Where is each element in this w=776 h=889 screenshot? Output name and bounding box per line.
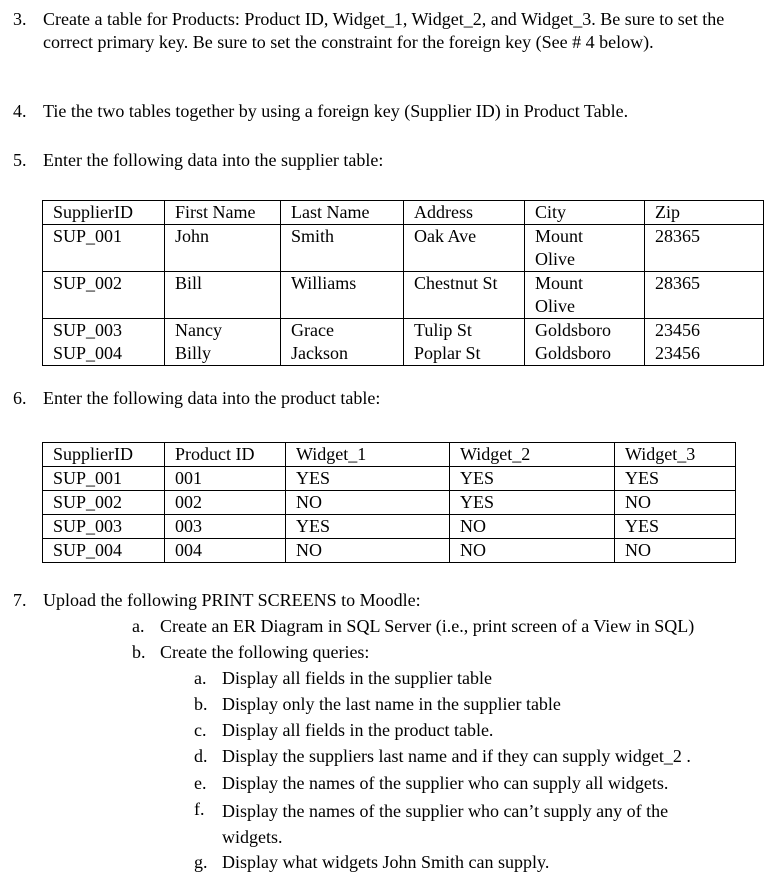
table-cell: 002	[165, 491, 286, 515]
instruction-text: Upload the following PRINT SCREENS to Moodle:	[43, 590, 421, 610]
instruction-text: Tie the two tables together by using a foreign key (Supplier ID) in Product Table.	[43, 101, 629, 121]
table-cell: Poplar St	[404, 342, 525, 366]
table-cell: NO	[286, 539, 450, 563]
table-cell: Jackson	[281, 342, 404, 366]
query-text: Display what widgets John Smith can supply.	[222, 852, 550, 872]
table-cell: 004	[165, 539, 286, 563]
instruction-text: Create a table for Products: Product ID, Widget_1, Widget_2, and Widget_3. Be sure to set the correct primary key. Be sure to set the constraint for the foreign key (See # 4 below).	[43, 9, 725, 52]
table-row	[43, 225, 764, 272]
table-cell: NO	[450, 539, 615, 563]
table-cell: Mount Olive	[525, 272, 645, 319]
table-cell: 23456	[645, 342, 764, 366]
table-cell: Bill	[165, 272, 281, 319]
table-cell: 28365	[645, 225, 764, 272]
query-label: d.	[194, 746, 208, 766]
table-header-cell: Widget_1	[286, 443, 450, 467]
table-header-cell: SupplierID	[43, 443, 165, 467]
table-cell: Oak Ave	[404, 225, 525, 272]
instruction-number: 6.	[13, 388, 27, 408]
table-cell: Billy	[165, 342, 281, 366]
query-label: b.	[194, 694, 208, 714]
table-cell: 23456	[645, 319, 764, 343]
product-data-table	[42, 442, 736, 563]
table-cell: Goldsboro	[525, 319, 645, 343]
table-cell: YES	[286, 515, 450, 539]
table-cell: Tulip St	[404, 319, 525, 343]
table-header-cell: Last Name	[281, 201, 404, 225]
table-cell: Mount Olive	[525, 225, 645, 272]
query-text: Display all fields in the product table.	[222, 720, 494, 740]
table-row	[43, 539, 736, 563]
table-row	[43, 272, 764, 319]
query-label: f.	[194, 799, 205, 819]
instruction-text: Enter the following data into the product table:	[43, 388, 381, 408]
instruction-text: Enter the following data into the supplier table:	[43, 150, 384, 170]
sub-item-label: b.	[132, 642, 146, 662]
table-cell: Goldsboro	[525, 342, 645, 366]
query-label: g.	[194, 852, 208, 872]
table-cell: Chestnut St	[404, 272, 525, 319]
query-label: a.	[194, 668, 207, 688]
table-cell: NO	[615, 539, 736, 563]
table-cell: SUP_001	[43, 467, 165, 491]
table-cell: SUP_003	[43, 319, 165, 343]
table-cell: NO	[615, 491, 736, 515]
sub-item-text: Create an ER Diagram in SQL Server (i.e., print screen of a View in SQL)	[160, 616, 695, 636]
table-cell: Williams	[281, 272, 404, 319]
table-header-cell: City	[525, 201, 645, 225]
table-header-cell: SupplierID	[43, 201, 165, 225]
table-cell: Smith	[281, 225, 404, 272]
table-row	[43, 342, 764, 366]
query-text: Display the names of the supplier who can’t supply any of the widgets.	[222, 801, 669, 847]
table-cell: SUP_002	[43, 491, 165, 515]
table-cell: Nancy	[165, 319, 281, 343]
sub-item-label: a.	[132, 616, 145, 636]
table-cell: SUP_003	[43, 515, 165, 539]
table-header-cell: Zip	[645, 201, 764, 225]
table-cell: YES	[450, 491, 615, 515]
table-header-cell: Widget_2	[450, 443, 615, 467]
table-cell: YES	[615, 467, 736, 491]
table-row	[43, 491, 736, 515]
table-header-row	[43, 201, 764, 225]
table-cell: John	[165, 225, 281, 272]
query-text: Display the names of the supplier who can supply all widgets.	[222, 773, 669, 793]
query-text: Display the suppliers last name and if they can supply widget_2 .	[222, 746, 691, 766]
table-row	[43, 467, 736, 491]
table-header-cell: First Name	[165, 201, 281, 225]
table-cell: Grace	[281, 319, 404, 343]
instruction-number: 7.	[13, 590, 27, 610]
table-cell: 003	[165, 515, 286, 539]
table-cell: 28365	[645, 272, 764, 319]
table-cell: NO	[450, 515, 615, 539]
instruction-number: 4.	[13, 101, 27, 121]
table-cell: SUP_004	[43, 342, 165, 366]
table-cell: SUP_004	[43, 539, 165, 563]
query-text: Display only the last name in the supplier table	[222, 694, 561, 714]
table-cell: YES	[450, 467, 615, 491]
instruction-number: 5.	[13, 150, 27, 170]
table-header-cell: Widget_3	[615, 443, 736, 467]
table-header-row	[43, 443, 736, 467]
table-header-cell: Product ID	[165, 443, 286, 467]
table-cell: NO	[286, 491, 450, 515]
sub-item-text: Create the following queries:	[160, 642, 370, 662]
table-cell: SUP_002	[43, 272, 165, 319]
query-label: e.	[194, 773, 207, 793]
supplier-data-table	[42, 200, 764, 366]
table-cell: SUP_001	[43, 225, 165, 272]
table-cell: YES	[286, 467, 450, 491]
table-cell: 001	[165, 467, 286, 491]
query-label: c.	[194, 720, 207, 740]
instruction-number: 3.	[13, 9, 27, 29]
query-text: Display all fields in the supplier table	[222, 668, 492, 688]
table-row	[43, 319, 764, 343]
table-header-cell: Address	[404, 201, 525, 225]
table-row	[43, 515, 736, 539]
table-cell: YES	[615, 515, 736, 539]
